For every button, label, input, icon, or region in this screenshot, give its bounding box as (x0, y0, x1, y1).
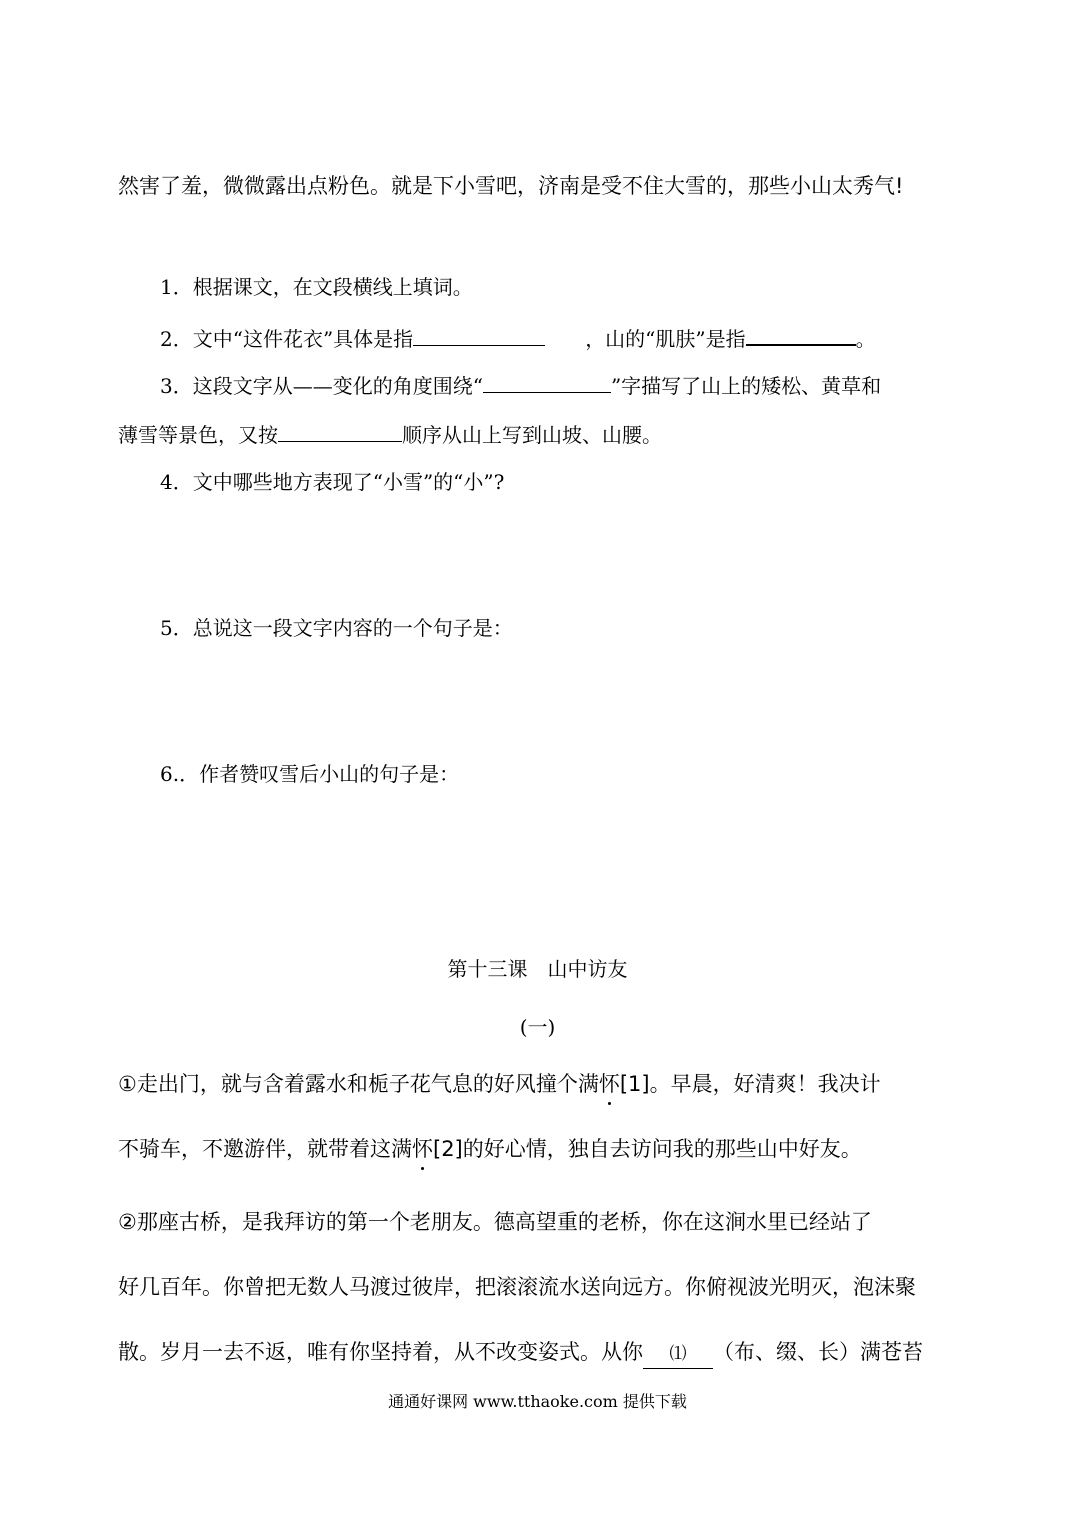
passage-text: 散。岁月一去不返，唯有你坚持着，从不改变姿式。从你 (118, 1340, 643, 1364)
answer-blank[interactable] (746, 322, 856, 346)
section-label: (一) (519, 1015, 556, 1039)
question-6 (160, 760, 459, 788)
question-text: 5．总说这一段文字内容的一个句子是： (160, 616, 513, 640)
question-text: 顺序从山上写到山坡、山腰。 (402, 423, 662, 447)
passage-line (118, 1273, 916, 1301)
question-text: ，山的“肌肤”是指 (585, 327, 746, 351)
question-text: 2．文中“这件花衣”具体是指 (160, 327, 414, 351)
passage-line (118, 1208, 872, 1236)
passage-text: ②那座古桥，是我拜访的第一个老朋友。德高望重的老桥，你在这涧水里已经站了 (118, 1210, 872, 1234)
emphasis-char: 怀 (412, 1137, 433, 1161)
answer-blank[interactable] (413, 323, 545, 346)
question-3-continued (118, 419, 662, 449)
passage-text: 不骑车，不邀游伴，就带着这满 (118, 1137, 412, 1161)
passage-text: [2]的好心情，独自去访问我的那些山中好友。 (433, 1137, 862, 1161)
question-2 (160, 322, 876, 353)
passage-line (118, 172, 903, 200)
question-text: 。 (855, 327, 876, 351)
question-text: 6.．作者赞叹雪后小山的句子是： (160, 762, 460, 786)
passage-text: （布、缀、长）满苍苔 (713, 1340, 923, 1364)
question-4 (160, 468, 504, 496)
page-footer: 通通好课网 www.tthaoke.com 提供下载 (388, 1392, 687, 1411)
passage-text: 好几百年。你曾把无数人马渡过彼岸，把滚滚流水送向远方。你俯视波光明灭，泡沫聚 (118, 1275, 916, 1299)
passage-text: 然害了羞，微微露出点粉色。就是下小雪吧，济南是受不住大雪的，那些小山太秀气! (118, 174, 904, 198)
question-text: ”字描写了山上的矮松、黄草和 (610, 374, 882, 398)
emphasis-char: 怀 (598, 1072, 620, 1096)
passage-text: ①走出门，就与含着露水和栀子花气息的好风撞个满 (118, 1072, 599, 1096)
passage-line (118, 1070, 881, 1098)
question-text: 薄雪等景色，又按 (118, 423, 278, 447)
question-1 (160, 273, 473, 301)
question-3 (160, 370, 881, 400)
question-5 (160, 614, 513, 642)
question-text: 1．根据课文，在文段横线上填词。 (160, 275, 473, 299)
numbered-blank[interactable]: ⑴ (643, 1340, 713, 1369)
question-text: 3．这段文字从——变化的角度围绕“ (160, 374, 483, 398)
answer-blank[interactable] (483, 370, 611, 393)
passage-text: [1]。早晨，好清爽！我决计 (619, 1072, 881, 1096)
lesson-title: 第十三课 山中访友 (447, 957, 628, 981)
passage-line (118, 1338, 923, 1369)
answer-blank[interactable] (278, 419, 402, 442)
passage-line (118, 1135, 862, 1163)
question-text: 4．文中哪些地方表现了“小雪”的“小”? (160, 470, 505, 494)
